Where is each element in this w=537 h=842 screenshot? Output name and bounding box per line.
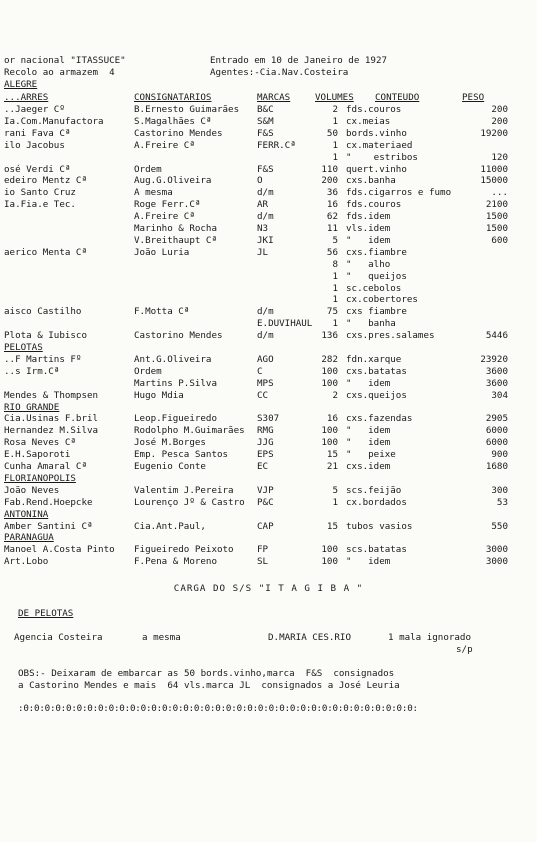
contents-cell: scs.batatas: [346, 544, 407, 556]
consignee-cell: A mesma: [134, 187, 173, 199]
weight-cell: 300: [491, 484, 508, 496]
consignee-cell: F.Pena & Moreno: [134, 556, 217, 568]
col-weight: PESO: [462, 92, 485, 103]
contents-cell: " idem: [346, 234, 391, 246]
contents-cell: fds.idem: [346, 211, 391, 223]
manifest-row: [0, 187, 537, 198]
consignee-cell: Hugo Mdia: [134, 389, 184, 401]
cargo-section: DE PELOTAS: [18, 608, 74, 619]
consignee-cell: Rodolpho M.Guimarães: [134, 425, 245, 437]
section-heading-row: [0, 532, 537, 543]
contents-cell: bords.vinho: [346, 127, 407, 139]
contents-cell: " queijos: [346, 270, 407, 282]
section-heading-row: [0, 473, 537, 484]
shipper-cell: Cunha Amaral Cª: [4, 461, 87, 472]
manifest-row: [0, 354, 537, 365]
cargo-row: [0, 632, 537, 643]
weight-cell: 6000: [485, 425, 508, 437]
weight-cell: 5446: [485, 330, 508, 342]
manifest-row: [0, 247, 537, 258]
shipper-cell: ..F Martins Fº: [4, 353, 82, 365]
volume-cell: 1: [332, 282, 338, 294]
mark-cell: N3: [257, 223, 269, 234]
volume-cell: 16: [326, 413, 338, 425]
volume-cell: 5: [332, 484, 338, 496]
shipper-cell: Mendes & Thompsen: [4, 389, 99, 401]
manifest-row: [0, 485, 537, 496]
volume-cell: 1: [332, 318, 338, 330]
consignee-cell: Valentim J.Pereira: [134, 484, 234, 496]
volume-cell: 100: [321, 377, 338, 389]
manifest-row: [0, 461, 537, 472]
weight-cell: 600: [491, 234, 508, 246]
mark-cell: C: [257, 365, 263, 377]
weight-cell: 3600: [485, 377, 508, 389]
volume-cell: 2: [332, 104, 338, 115]
consignee-cell: Ant.G.Oliveira: [134, 353, 212, 365]
shipper-cell: Ia.Com.Manufactora: [4, 115, 104, 127]
contents-cell: " idem: [346, 377, 391, 389]
consignee-cell: Ordem: [134, 365, 162, 377]
consignee-cell: Ordem: [134, 163, 162, 175]
obs-line-1: [18, 668, 394, 679]
mark-cell: VJP: [257, 484, 274, 496]
manifest-row: [0, 152, 537, 163]
manifest-row: [0, 378, 537, 389]
manifest-row: [0, 283, 537, 294]
volume-cell: 110: [321, 163, 338, 175]
volume-cell: 1: [332, 270, 338, 282]
contents-cell: cx.materiaed: [346, 139, 413, 151]
contents-cell: quert.vinho: [346, 163, 407, 175]
mark-cell: RMG: [257, 425, 274, 437]
manifest-row: [0, 235, 537, 246]
volume-cell: 50: [326, 127, 338, 139]
consignee-cell: A.Freire Cª: [134, 139, 195, 151]
weight-cell: 3600: [485, 365, 508, 377]
volume-cell: 100: [321, 544, 338, 556]
contents-cell: cxs.batatas: [346, 365, 407, 377]
weight-cell: 3000: [485, 544, 508, 556]
section-heading: PARANAGUA: [4, 532, 54, 544]
manifest-row: [0, 544, 537, 555]
manifest-row: [0, 330, 537, 341]
contents-cell: " banha: [346, 318, 396, 330]
manifest-row: [0, 223, 537, 234]
shipper-cell: Ia.Fia.e Tec.: [4, 199, 76, 211]
consignee-cell: Eugenio Conte: [134, 461, 206, 472]
mark-cell: B&C: [257, 104, 274, 115]
section-heading-row: [0, 402, 537, 413]
footer-rule: :0:0:0:0:0:0:0:0:0:0:0:0:0:0:0:0:0:0:0:0:0:0:0:0:0:0:0:0:0:0:0:0:0:0:0:0:0:: [18, 703, 418, 714]
manifest-row: [0, 164, 537, 175]
weight-cell: 23920: [480, 353, 508, 365]
manifest-row: [0, 556, 537, 567]
contents-cell: fds.couros: [346, 104, 402, 115]
manifest-row: [0, 140, 537, 151]
weight-cell: 200: [491, 104, 508, 115]
mark-cell: CAP: [257, 520, 274, 532]
cargo-contents: 1 mala ignorado: [388, 632, 471, 643]
shipper-cell: João Neves: [4, 484, 60, 496]
volume-cell: 100: [321, 437, 338, 449]
volume-cell: 100: [321, 556, 338, 568]
consignee-cell: A.Freire Cª: [134, 211, 195, 223]
mark-cell: d/m: [257, 211, 274, 223]
weight-cell: 11000: [480, 163, 508, 175]
shipper-cell: Amber Santini Cª: [4, 520, 93, 532]
manifest-row: [0, 318, 537, 329]
cargo-suffix: s/p: [456, 644, 473, 655]
volume-cell: 1: [332, 139, 338, 151]
mark-cell: d/m: [257, 306, 274, 318]
mark-cell: SL: [257, 556, 269, 568]
contents-cell: " idem: [346, 425, 391, 437]
volume-cell: 11: [326, 223, 338, 234]
mark-cell: S307: [257, 413, 280, 425]
ship-name-line: or nacional "ITASSUCE": [4, 55, 126, 66]
manifest-row: [0, 425, 537, 436]
contents-cell: " estribos: [346, 151, 418, 163]
shipper-cell: ..s Irm.Cª: [4, 365, 60, 377]
consignee-cell: Emp. Pesca Santos: [134, 449, 229, 461]
contents-cell: cxs.fazendas: [346, 413, 413, 425]
weight-cell: 15000: [480, 175, 508, 187]
contents-cell: cxs.fiambre: [346, 246, 407, 258]
manifest-row: [0, 294, 537, 305]
weight-cell: 304: [491, 389, 508, 401]
mark-cell: E.DUVIHAUL: [257, 318, 313, 330]
manifest-row: [0, 211, 537, 222]
shipper-cell: ilo Jacobus: [4, 139, 65, 151]
section-heading-row: [0, 342, 537, 353]
consignee-cell: Lourenço Jº & Castro: [134, 496, 245, 508]
mark-cell: d/m: [257, 330, 274, 342]
volume-cell: 1: [332, 496, 338, 508]
consignee-cell: Castorino Mendes: [134, 127, 223, 139]
mark-cell: S&M: [257, 115, 274, 127]
weight-cell: 1500: [485, 223, 508, 234]
shipper-cell: Cia.Usinas F.bril: [4, 413, 99, 425]
mark-cell: F&S: [257, 127, 274, 139]
volume-cell: 21: [326, 461, 338, 472]
origin-port-heading: ALEGRE: [4, 79, 38, 90]
manifest-row: [0, 413, 537, 424]
contents-cell: vls.idem: [346, 223, 391, 234]
shipper-cell: Fab.Rend.Hoepcke: [4, 496, 93, 508]
obs-label: OBS:-: [18, 668, 46, 679]
shipper-cell: E.H.Saporoti: [4, 449, 71, 461]
shipper-cell: Art.Lobo: [4, 556, 49, 568]
volume-cell: 1: [332, 151, 338, 163]
volume-cell: 282: [321, 353, 338, 365]
manifest-row: [0, 449, 537, 460]
cargo-consignee: a mesma: [142, 632, 181, 643]
volume-cell: 56: [326, 246, 338, 258]
consignee-cell: Cia.Ant.Paul,: [134, 520, 206, 532]
consignee-cell: Marinho & Rocha: [134, 223, 217, 234]
consignee-cell: V.Breithaupt Cª: [134, 234, 217, 246]
volume-cell: 75: [326, 306, 338, 318]
manifest-row: [0, 259, 537, 270]
manifest-row: [0, 521, 537, 532]
warehouse-line: Recolo ao armazem 4: [4, 67, 115, 78]
section-heading: RIO GRANDE: [4, 401, 60, 413]
contents-cell: scs.feijão: [346, 484, 402, 496]
volume-cell: 136: [321, 330, 338, 342]
weight-cell: 200: [491, 115, 508, 127]
contents-cell: cx.cobertores: [346, 294, 418, 306]
contents-cell: cxs.queijos: [346, 389, 407, 401]
mark-cell: O: [257, 175, 263, 187]
weight-cell: 900: [491, 449, 508, 461]
consignee-cell: Castorino Mendes: [134, 330, 223, 342]
contents-cell: cxs.pres.salames: [346, 330, 435, 342]
weight-cell: 1680: [485, 461, 508, 472]
mark-cell: CC: [257, 389, 269, 401]
weight-cell: ...: [491, 187, 508, 199]
consignee-cell: José M.Borges: [134, 437, 206, 449]
col-volumes: VOLUMES: [315, 92, 354, 103]
contents-cell: cxs.banha: [346, 175, 396, 187]
manifest-row: [0, 128, 537, 139]
col-marks: MARCAS: [257, 92, 291, 103]
manifest-row: [0, 116, 537, 127]
shipper-cell: rani Fava Cª: [4, 127, 71, 139]
consignee-cell: B.Ernesto Guimarães: [134, 104, 240, 115]
contents-cell: fds.couros: [346, 199, 402, 211]
mark-cell: JL: [257, 246, 269, 258]
section-heading-row: [0, 509, 537, 520]
weight-cell: 53: [496, 496, 508, 508]
mark-cell: EPS: [257, 449, 274, 461]
mark-cell: JJG: [257, 437, 274, 449]
mark-cell: FP: [257, 544, 269, 556]
manifest-row: [0, 199, 537, 210]
consignee-cell: Roge Ferr.Cª: [134, 199, 201, 211]
weight-cell: 120: [491, 151, 508, 163]
shipper-cell: aisco Castilho: [4, 306, 82, 318]
mark-cell: d/m: [257, 187, 274, 199]
section-heading: PELOTAS: [4, 342, 43, 353]
volume-cell: 1: [332, 115, 338, 127]
contents-cell: cxs fiambre: [346, 306, 407, 318]
volume-cell: 15: [326, 449, 338, 461]
shipper-cell: Rosa Neves Cª: [4, 437, 76, 449]
volume-cell: 5: [332, 234, 338, 246]
weight-cell: 19200: [480, 127, 508, 139]
mark-cell: AGO: [257, 353, 274, 365]
weight-cell: 6000: [485, 437, 508, 449]
contents-cell: fds.cigarros e fumo: [346, 187, 452, 199]
mark-cell: F&S: [257, 163, 274, 175]
shipper-cell: ..Jaeger Cº: [4, 104, 65, 115]
shipper-cell: io Santo Cruz: [4, 187, 76, 199]
contents-cell: tubos vasios: [346, 520, 413, 532]
shipper-cell: edeiro Mentz Cª: [4, 175, 87, 187]
mark-cell: P&C: [257, 496, 274, 508]
volume-cell: 2: [332, 389, 338, 401]
manifest-row: [0, 390, 537, 401]
consignee-cell: João Luria: [134, 246, 190, 258]
agents-line: Agentes:-Cia.Nav.Costeira: [210, 67, 349, 78]
section-heading: FLORIANOPOLIS: [4, 472, 76, 484]
manifest-row: [0, 175, 537, 186]
consignee-cell: Aug.G.Oliveira: [134, 175, 212, 187]
weight-cell: 1500: [485, 211, 508, 223]
volume-cell: 16: [326, 199, 338, 211]
mark-cell: MPS: [257, 377, 274, 389]
volume-cell: 100: [321, 365, 338, 377]
consignee-cell: Martins P.Silva: [134, 377, 217, 389]
contents-cell: cx.meias: [346, 115, 391, 127]
manifest-row: [0, 306, 537, 317]
volume-cell: 36: [326, 187, 338, 199]
mark-cell: FERR.Cª: [257, 139, 296, 151]
contents-cell: " idem: [346, 437, 391, 449]
manifest-row: [0, 271, 537, 282]
volume-cell: 1: [332, 294, 338, 306]
manifest-row: [0, 497, 537, 508]
col-contents: CONTEUDO: [375, 92, 420, 103]
volume-cell: 15: [326, 520, 338, 532]
contents-cell: cxs.idem: [346, 461, 391, 472]
obs-text-1: Deixaram de embarcar as 50 bords.vinho,marca F&S consignados: [51, 668, 395, 679]
contents-cell: " idem: [346, 556, 391, 568]
shipper-cell: Hernandez M.Silva: [4, 425, 99, 437]
mark-cell: JKI: [257, 234, 274, 246]
contents-cell: sc.cebolos: [346, 282, 402, 294]
shipper-cell: aerico Menta Cª: [4, 246, 87, 258]
consignee-cell: F.Motta Cª: [134, 306, 190, 318]
arrival-date: Entrado em 10 de Janeiro de 1927: [210, 55, 388, 66]
volume-cell: 200: [321, 175, 338, 187]
weight-cell: 2100: [485, 199, 508, 211]
consignee-cell: Leop.Figueiredo: [134, 413, 217, 425]
section-heading: ANTONINA: [4, 508, 49, 520]
volume-cell: 8: [332, 258, 338, 270]
cargo-shipper: Agencia Costeira: [14, 632, 103, 643]
weight-cell: 550: [491, 520, 508, 532]
weight-cell: 3000: [485, 556, 508, 568]
shipper-cell: osé Verdi Cª: [4, 163, 71, 175]
col-consignees: CONSIGNATARIOS: [134, 92, 212, 103]
contents-cell: " alho: [346, 258, 391, 270]
volume-cell: 100: [321, 425, 338, 437]
consignee-cell: Figueiredo Peixoto: [134, 544, 234, 556]
cargo-receiver: D.MARIA CES.RIO: [268, 632, 351, 643]
contents-cell: fdn.xarque: [346, 353, 402, 365]
shipper-cell: Plota & Iubisco: [4, 330, 87, 342]
manifest-row: [0, 437, 537, 448]
weight-cell: 2905: [485, 413, 508, 425]
consignee-cell: S.Magalhães Cª: [134, 115, 212, 127]
contents-cell: " peixe: [346, 449, 396, 461]
manifest-row: [0, 366, 537, 377]
mark-cell: EC: [257, 461, 269, 472]
contents-cell: cx.bordados: [346, 496, 407, 508]
mark-cell: AR: [257, 199, 269, 211]
col-shippers: ...ARRES: [4, 92, 49, 103]
volume-cell: 62: [326, 211, 338, 223]
cargo-title: CARGA DO S/S "I T A G I B A ": [173, 583, 364, 594]
manifest-row: [0, 104, 537, 115]
obs-line-2: a Castorino Mendes e mais 64 vls.marca JL consignados a José Leuria: [18, 680, 400, 691]
shipper-cell: Manoel A.Costa Pinto: [4, 544, 115, 556]
